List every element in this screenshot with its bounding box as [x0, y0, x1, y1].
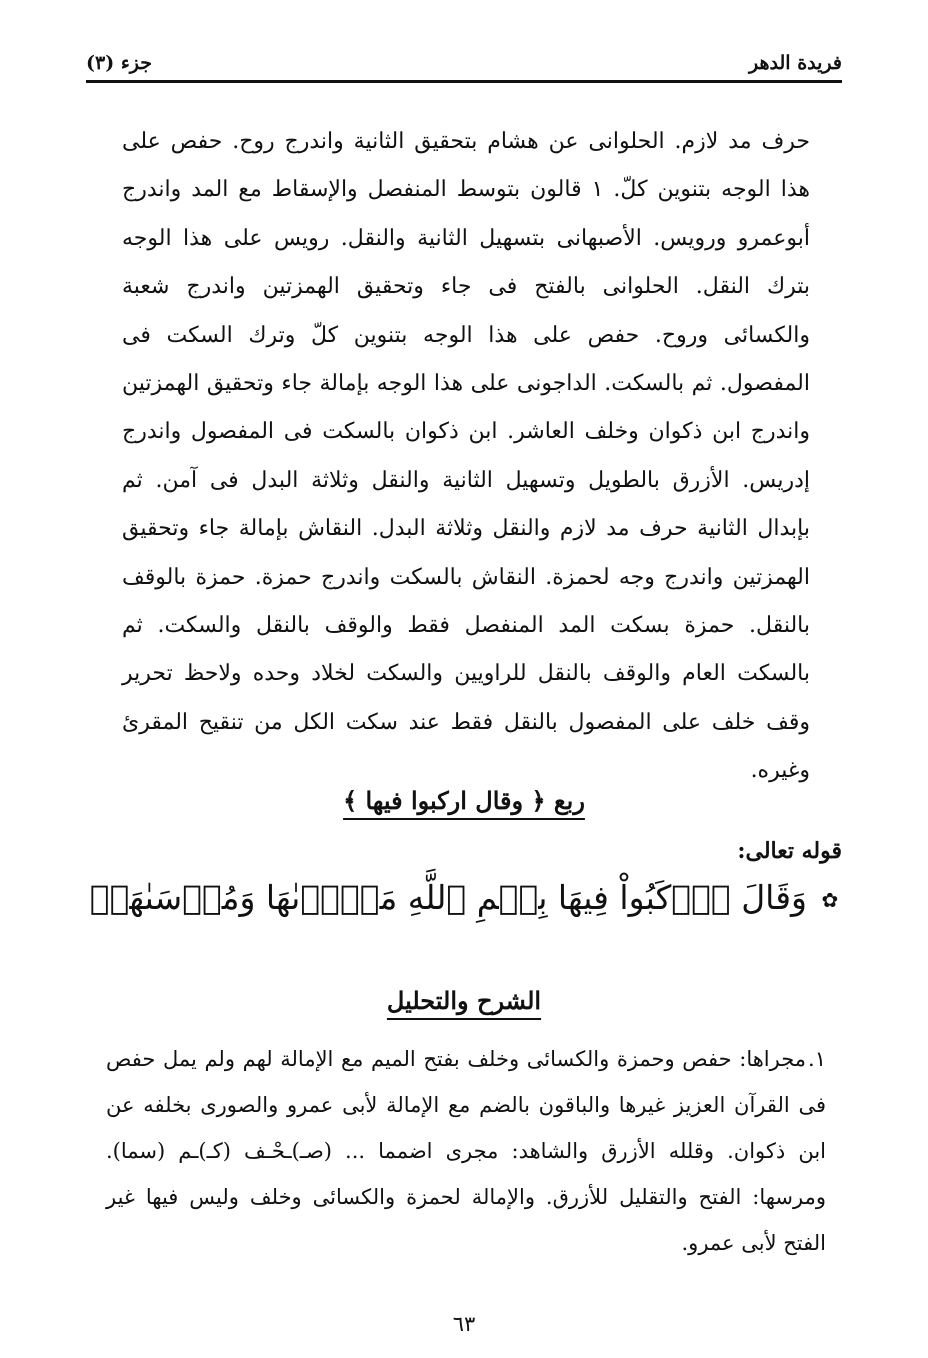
section-heading-text: ربع ﴿ وقال اركبوا فيها ﴾ [343, 786, 585, 815]
running-header [86, 34, 842, 83]
section-heading [0, 786, 928, 815]
analysis-item [106, 1036, 826, 1266]
part-label: جزء (٣) [86, 52, 152, 74]
analysis-item-text: مجراها: حفص وحمزة والكسائى وخلف بفتح الميم مع الإمالة لهم ولم يمل حفص فى القرآن العزيز غيرها والباقون بالضم مع الإمالة لأبى عمرو والصورى بخلفه عن ابن ذكوان. وقلله الأزرق والشاهد: مجرى اضمما ... (صـ)ـحْـف (كـ)ـم (سما). ومرسها: الفتح والتقليل للأزرق. والإمالة لحمزة والكسائى وخلف وليس فيها غير الفتح لأبى عمرو. [106, 1047, 826, 1255]
analysis-block [106, 1036, 826, 1266]
quran-verse [0, 878, 928, 917]
analysis-heading-text: الشرح والتحليل [386, 986, 542, 1015]
main-paragraph: حرف مد لازم. الحلوانى عن هشام بتحقيق الثانية واندرج روح. حفص على هذا الوجه بتنوين كلّ. ١ قالون بتوسط المنفصل والإسقاط مع المد واندرج أبوعمرو ورويس. الأصبهانى بتسهيل الثانية والنقل. رويس على هذا الوجه بترك النقل. الحلوانى بالفتح فى جاء وتحقيق الهمزتين واندرج شعبة والكسائى وروح. حفص على هذا الوجه بتنوين كلّ وترك السكت فى المفصول. ثم بالسكت. الداجونى على هذا الوجه بإمالة جاء وتحقيق الهمزتين واندرج ابن ذكوان وخلف العاشر. ابن ذكوان بالسكت فى المفصول واندرج إدريس. الأزرق بالطويل وتسهيل الثانية والنقل وثلاثة البدل فى آمن. ثم بإبدال الثانية حرف مد لازم والنقل وثلاثة البدل. النقاش بإمالة جاء وتحقيق الهمزتين واندرج وجه لحمزة. النقاش بالسكت واندرج حمزة. حمزة بالوقف بالنقل. حمزة بسكت المد المنفصل فقط والوقف بالنقل والسكت. ثم بالسكت العام والوقف بالنقل للراويين والسكت لخلاد وحده ولاحظ تحرير وقف خلف على المفصول بالنقل فقط عند سكت الكل من تنقيح المقرئ وغيره. [122, 129, 810, 784]
analysis-heading [0, 986, 928, 1015]
analysis-item-number: ١. [808, 1047, 826, 1071]
main-paragraph-block [122, 118, 810, 796]
book-title: فريدة الدهر [749, 52, 842, 74]
verse-marker-icon: ✿ [821, 888, 839, 912]
verse-lead-in: قوله تعالى: [737, 838, 842, 864]
verse-text: وَقَالَ ٱرۡكَبُواْ فِيهَا بِسۡمِ ٱللَّهِ مَجۡرٜىٰهَا وَمُرۡسَىٰهَآۚ [89, 878, 807, 917]
page-number: ٦٣ [452, 1312, 476, 1336]
